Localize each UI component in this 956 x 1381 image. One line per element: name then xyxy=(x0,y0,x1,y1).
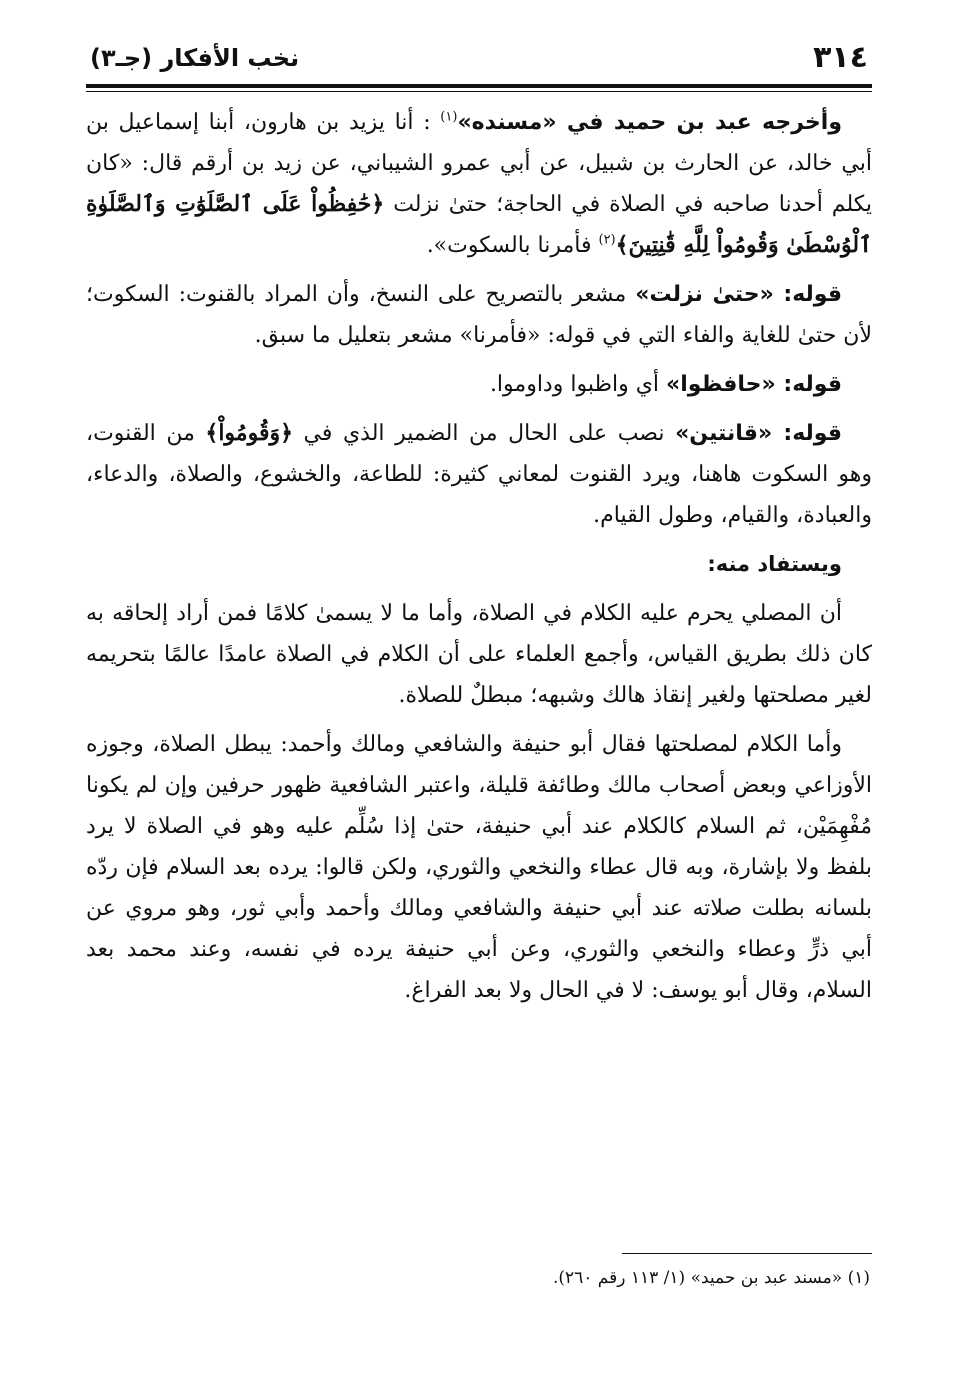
page-number: ٣١٤ xyxy=(813,40,868,75)
paragraph-hatta-nazalat xyxy=(86,274,872,356)
header-rule-thin xyxy=(86,91,872,92)
paragraph-text: : أنا يزيد بن هارون، أبنا إسماعيل بن أبي خالد، عن الحارث بن شبيل، عن أبي عمرو الشيباني، عن زيد بن أرقم قال: «كان يكلم أحدنا صاحبه في الصلاة في الحاجة؛ حتىٰ نزلت xyxy=(86,110,872,217)
paragraph-hadith xyxy=(86,102,872,266)
paragraph-hafizu xyxy=(86,364,872,405)
paragraph-lead: وأخرجه عبد بن حميد في «مسنده» xyxy=(457,110,842,135)
section-heading: ويستفاد منه: xyxy=(707,552,842,576)
footnote: (١) «مسند عبد بن حميد» (١/ ١١٣ رقم ٢٦٠). xyxy=(552,1268,870,1288)
paragraph-lead: قوله: «حتىٰ نزلت» xyxy=(635,282,843,307)
paragraph-opinions xyxy=(86,724,872,1011)
paragraph-text: وأما الكلام لمصلحتها فقال أبو حنيفة والشافعي ومالك وأحمد: يبطل الصلاة، وجوزه الأوزاعي وبعض أصحاب مالك وطائفة قليلة، واعتبر الشافعية ظهور حرفين وإن لم يكونا مُفْهِمَيْن، ثم السلام كالكلام عند أبي حنيفة، حتىٰ إذا سُلِّم عليه وهو في الصلاة لا يرد بلفظ ولا بإشارة، وبه قال عطاء والنخعي والثوري، ولكن قالوا: يرده بعد السلام فإن ردّه بلسانه بطلت صلاته عند أبي حنيفة والشافعي ومالك وأحمد وأبي ثور، وهو مروي عن أبي ذرٍّ وعطاء والنخعي والثوري، وعن أبي حنيفة يرده في نفسه، وعند محمد بعد السلام، وقال أبو يوسف: لا في الحال ولا بعد الفراغ. xyxy=(86,732,872,1003)
footnote-rule xyxy=(622,1253,872,1254)
section-heading-paragraph xyxy=(86,544,872,585)
paragraph-text-end: من القنوت، وهو السكوت هاهنا، ويرد القنوت لمعاني كثيرة: للطاعة، والخشوع، والصلاة، والدعاء، والعبادة، والقيام، وطول القيام. xyxy=(86,421,872,528)
paragraph-ruling xyxy=(86,593,872,716)
paragraph-text: مشعر بالتصريح على النسخ، وأن المراد بالقنوت: السكوت؛ لأن حتىٰ للغاية والفاء التي في قوله: «فأمرنا» مشعر بتعليل ما سبق. xyxy=(86,282,872,348)
footnote-reference-2: (٢) xyxy=(598,232,616,248)
paragraph-text: أي واظبوا وداوموا. xyxy=(489,372,660,397)
paragraph-text: أن المصلي يحرم عليه الكلام في الصلاة، وأما ما لا يسمىٰ كلامًا فمن أراد إلحاقه به كان ذلك بطريق القياس، وأجمع العلماء على أن الكلام في الصلاة عامدًا عالمًا بتحريمه لغير مصلحتها ولغير إنقاذ هالك وشبهه؛ مبطلٌ للصلاة. xyxy=(86,601,872,708)
header-rule-thick xyxy=(86,84,872,88)
main-text xyxy=(86,102,872,1019)
quran-verse: ﴿وَقُومُواْ﴾ xyxy=(205,420,293,446)
paragraph-lead: قوله: «حافظوا» xyxy=(666,372,842,397)
running-title: نخب الأفكار (جـ٣) xyxy=(90,44,300,72)
footnote-reference: (١) xyxy=(440,109,458,125)
paragraph-lead: قوله: «قانتين» xyxy=(675,421,842,446)
paragraph-text-end: فأمرنا بالسكوت». xyxy=(426,233,592,258)
paragraph-text: نصب على الحال من الضمير الذي في xyxy=(303,421,665,446)
quran-verse: ﴿حَٰفِظُواْ عَلَى ٱلصَّلَوَٰتِ وَٱلصَّلَوٰةِ ٱلْوُسْطَىٰ وَقُومُواْ لِلَّهِ قَٰنِتِينَ﴾ xyxy=(86,191,872,258)
paragraph-qanitin xyxy=(86,413,872,536)
page-header xyxy=(86,36,872,76)
